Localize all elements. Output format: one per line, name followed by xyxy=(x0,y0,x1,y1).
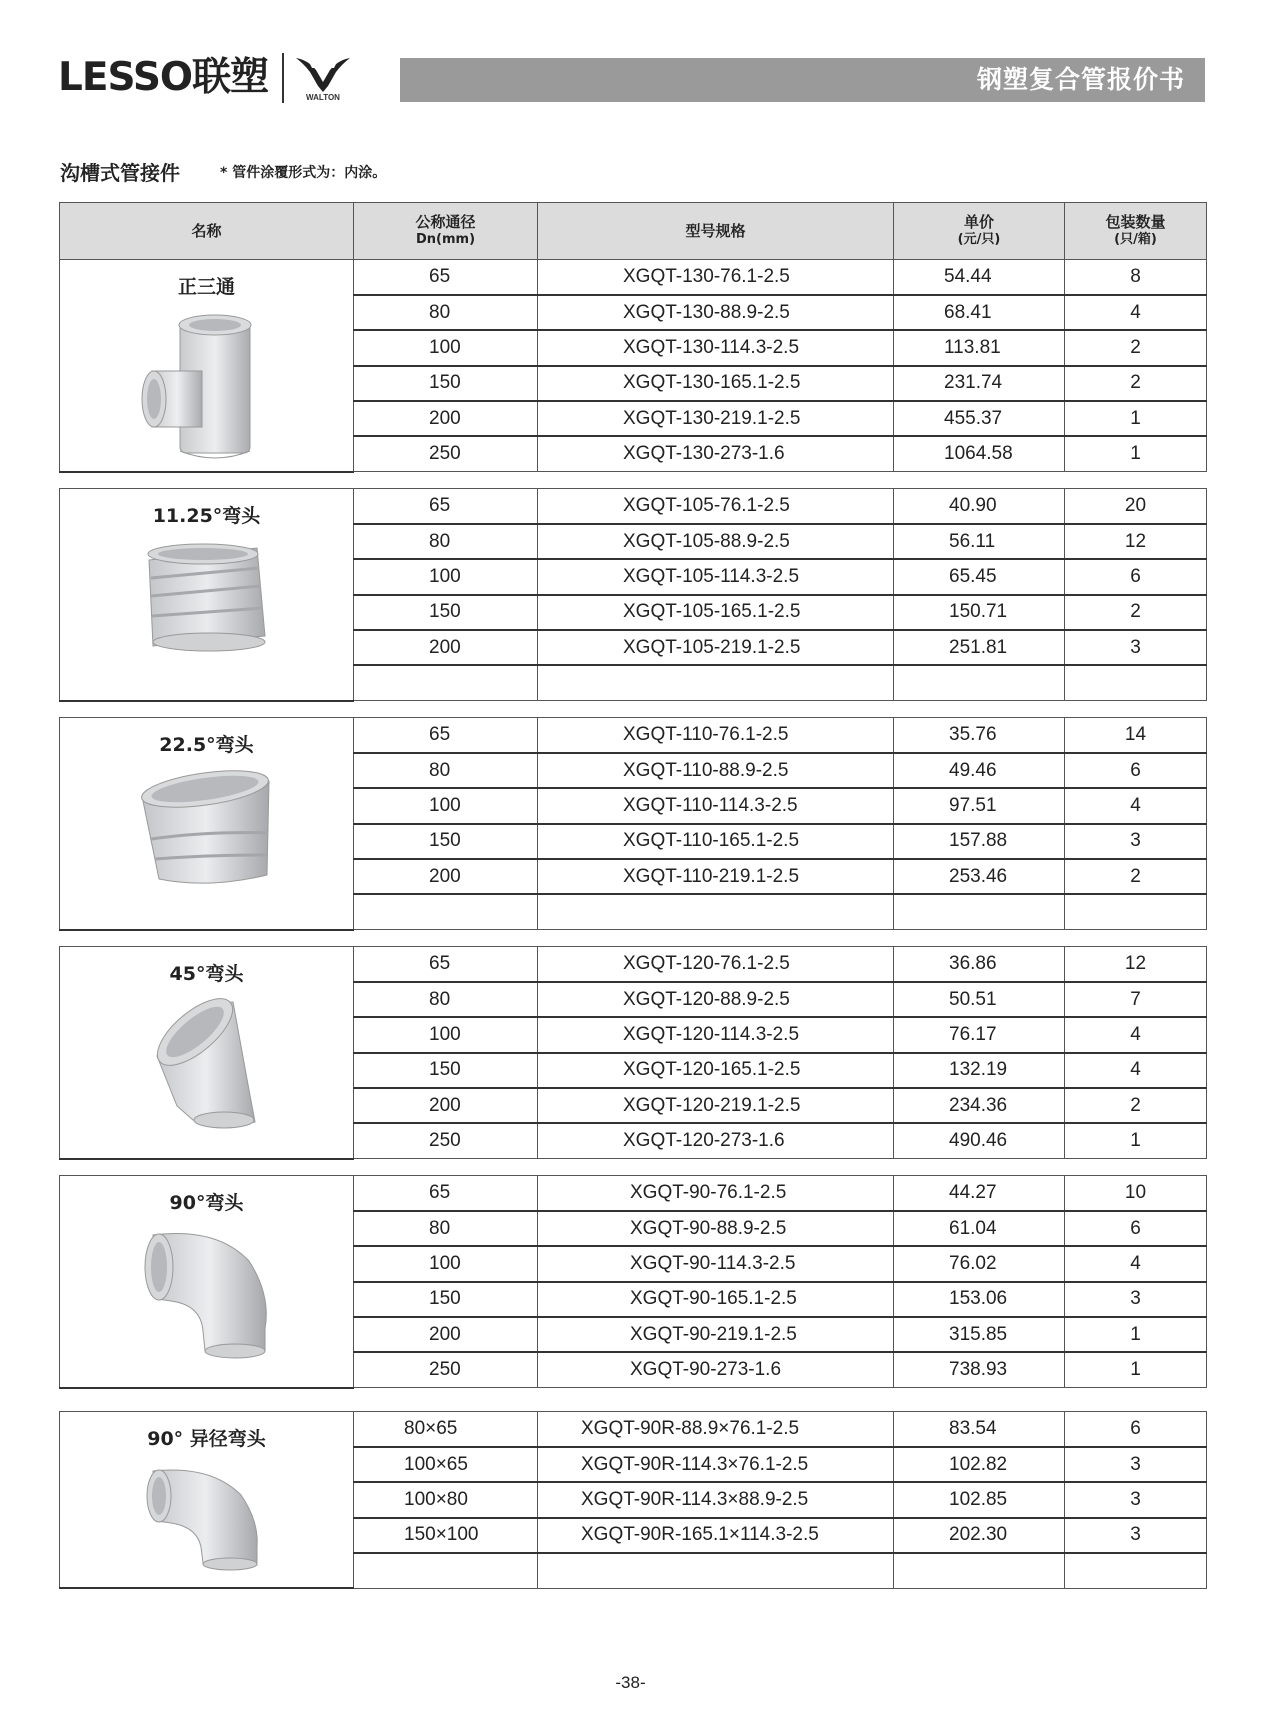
price-cell: 490.46 xyxy=(894,1123,1065,1158)
dn-cell: 250 xyxy=(354,1123,538,1158)
price-cell: 68.41 xyxy=(894,295,1065,330)
dn-cell: 80 xyxy=(354,524,538,559)
table-row xyxy=(60,1176,1207,1211)
model-cell: XGQT-130-114.3-2.5 xyxy=(538,330,894,365)
model-cell: XGQT-105-114.3-2.5 xyxy=(538,559,894,594)
dn-cell: 100 xyxy=(354,330,538,365)
price-cell: 202.30 xyxy=(894,1518,1065,1553)
qty-cell: 10 xyxy=(1065,1176,1207,1211)
price-cell: 76.17 xyxy=(894,1017,1065,1052)
logo-divider xyxy=(282,53,284,103)
product-cell xyxy=(60,947,354,1159)
qty-cell: 3 xyxy=(1065,1518,1207,1553)
model-cell: XGQT-105-165.1-2.5 xyxy=(538,595,894,630)
price-cell: 253.46 xyxy=(894,859,1065,894)
qty-cell: 3 xyxy=(1065,630,1207,665)
qty-cell xyxy=(1065,1553,1207,1588)
model-cell: XGQT-105-76.1-2.5 xyxy=(538,489,894,524)
model-cell: XGQT-90R-114.3×76.1-2.5 xyxy=(538,1447,894,1482)
price-cell: 76.02 xyxy=(894,1246,1065,1281)
qty-cell: 3 xyxy=(1065,824,1207,859)
dn-cell: 200 xyxy=(354,1317,538,1352)
price-cell: 455.37 xyxy=(894,401,1065,436)
table-header-row xyxy=(60,203,1207,260)
model-cell: XGQT-120-88.9-2.5 xyxy=(538,982,894,1017)
qty-cell: 2 xyxy=(1065,330,1207,365)
price-cell: 231.74 xyxy=(894,366,1065,401)
dn-cell: 100×65 xyxy=(354,1447,538,1482)
price-cell: 1064.58 xyxy=(894,436,1065,471)
product-cell xyxy=(60,260,354,472)
model-cell: XGQT-105-219.1-2.5 xyxy=(538,630,894,665)
page-number: -38- xyxy=(615,1673,646,1692)
model-cell: XGQT-130-88.9-2.5 xyxy=(538,295,894,330)
price-cell: 61.04 xyxy=(894,1211,1065,1246)
qty-cell: 12 xyxy=(1065,947,1207,982)
qty-cell: 1 xyxy=(1065,436,1207,471)
dn-cell: 100 xyxy=(354,788,538,823)
qty-cell: 2 xyxy=(1065,595,1207,630)
dn-cell: 150 xyxy=(354,1282,538,1317)
model-cell: XGQT-110-76.1-2.5 xyxy=(538,718,894,753)
qty-cell: 6 xyxy=(1065,753,1207,788)
dn-cell: 150 xyxy=(354,1053,538,1088)
dn-cell: 200 xyxy=(354,859,538,894)
model-cell: XGQT-110-88.9-2.5 xyxy=(538,753,894,788)
price-cell: 132.19 xyxy=(894,1053,1065,1088)
dn-cell: 65 xyxy=(354,1176,538,1211)
elbow-22-5-image xyxy=(137,767,277,892)
dn-cell: 65 xyxy=(354,260,538,295)
model-cell: XGQT-90-76.1-2.5 xyxy=(538,1176,894,1211)
dn-cell: 65 xyxy=(354,489,538,524)
col-header-price: 单价 (元/只) xyxy=(894,203,1065,260)
price-cell: 40.90 xyxy=(894,489,1065,524)
product-name: 22.5°弯头 xyxy=(159,734,254,756)
dn-cell xyxy=(354,1553,538,1588)
qty-cell xyxy=(1065,894,1207,929)
price-cell: 49.46 xyxy=(894,753,1065,788)
price-cell: 56.11 xyxy=(894,524,1065,559)
col-header-qty: 包装数量 (只/箱) xyxy=(1065,203,1207,260)
dn-cell: 80×65 xyxy=(354,1412,538,1447)
price-cell: 54.44 xyxy=(894,260,1065,295)
qty-cell: 7 xyxy=(1065,982,1207,1017)
product-cell xyxy=(60,718,354,930)
lesso-logo: LESSO联塑 xyxy=(58,55,269,100)
table-row xyxy=(60,947,1207,982)
walton-logo xyxy=(290,54,356,104)
product-name: 11.25°弯头 xyxy=(152,505,261,527)
model-cell xyxy=(538,1553,894,1588)
model-cell: XGQT-90R-88.9×76.1-2.5 xyxy=(538,1412,894,1447)
table-row xyxy=(60,260,1207,295)
model-cell: XGQT-90-165.1-2.5 xyxy=(538,1282,894,1317)
document-title: 钢塑复合管报价书 xyxy=(976,65,1185,94)
price-cell: 234.36 xyxy=(894,1088,1065,1123)
dn-cell: 200 xyxy=(354,630,538,665)
dn-cell: 100 xyxy=(354,1246,538,1281)
qty-cell: 12 xyxy=(1065,524,1207,559)
price-cell: 738.93 xyxy=(894,1352,1065,1387)
dn-cell: 80 xyxy=(354,295,538,330)
col-header-name: 名称 xyxy=(60,203,354,260)
model-cell: XGQT-120-273-1.6 xyxy=(538,1123,894,1158)
model-cell: XGQT-130-273-1.6 xyxy=(538,436,894,471)
model-cell: XGQT-105-88.9-2.5 xyxy=(538,524,894,559)
model-cell: XGQT-110-165.1-2.5 xyxy=(538,824,894,859)
qty-cell: 2 xyxy=(1065,1088,1207,1123)
model-cell xyxy=(538,665,894,700)
qty-cell: 3 xyxy=(1065,1447,1207,1482)
price-table-tee xyxy=(59,202,1207,473)
col-header-model: 型号规格 xyxy=(538,203,894,260)
dn-cell: 100 xyxy=(354,559,538,594)
qty-cell: 1 xyxy=(1065,1352,1207,1387)
price-cell: 44.27 xyxy=(894,1176,1065,1211)
qty-cell: 2 xyxy=(1065,859,1207,894)
dn-cell: 150 xyxy=(354,824,538,859)
dn-cell xyxy=(354,665,538,700)
price-cell: 102.85 xyxy=(894,1482,1065,1517)
price-table-elbow-22-5 xyxy=(59,717,1207,931)
model-cell: XGQT-90-88.9-2.5 xyxy=(538,1211,894,1246)
model-cell: XGQT-90R-114.3×88.9-2.5 xyxy=(538,1482,894,1517)
dn-cell: 250 xyxy=(354,436,538,471)
product-cell xyxy=(60,489,354,701)
walton-emblem-icon xyxy=(290,54,356,94)
model-cell: XGQT-110-114.3-2.5 xyxy=(538,788,894,823)
model-cell: XGQT-120-219.1-2.5 xyxy=(538,1088,894,1123)
qty-cell: 4 xyxy=(1065,1246,1207,1281)
model-cell: XGQT-130-165.1-2.5 xyxy=(538,366,894,401)
price-cell: 83.54 xyxy=(894,1412,1065,1447)
price-cell: 315.85 xyxy=(894,1317,1065,1352)
price-table-elbow-90 xyxy=(59,1175,1207,1389)
price-cell xyxy=(894,665,1065,700)
model-cell: XGQT-130-219.1-2.5 xyxy=(538,401,894,436)
dn-cell: 80 xyxy=(354,753,538,788)
price-cell: 102.82 xyxy=(894,1447,1065,1482)
price-table-elbow-11-25 xyxy=(59,488,1207,702)
elbow-11-25-image xyxy=(137,538,277,658)
price-cell: 36.86 xyxy=(894,947,1065,982)
product-name: 90° 异径弯头 xyxy=(147,1428,266,1450)
model-cell: XGQT-90-114.3-2.5 xyxy=(538,1246,894,1281)
qty-cell: 3 xyxy=(1065,1482,1207,1517)
qty-cell: 4 xyxy=(1065,295,1207,330)
col-header-dn: 公称通径 Dn(mm) xyxy=(354,203,538,260)
walton-text: WALTON xyxy=(306,93,340,102)
price-cell: 35.76 xyxy=(894,718,1065,753)
price-table-elbow-45 xyxy=(59,946,1207,1160)
model-cell: XGQT-110-219.1-2.5 xyxy=(538,859,894,894)
dn-cell: 80 xyxy=(354,982,538,1017)
qty-cell: 6 xyxy=(1065,559,1207,594)
qty-cell: 14 xyxy=(1065,718,1207,753)
qty-cell: 6 xyxy=(1065,1211,1207,1246)
price-cell: 153.06 xyxy=(894,1282,1065,1317)
reducing-elbow-90-image xyxy=(137,1461,277,1571)
section-title: 沟槽式管接件 xyxy=(60,161,180,185)
dn-cell: 65 xyxy=(354,947,538,982)
model-cell: XGQT-120-114.3-2.5 xyxy=(538,1017,894,1052)
qty-cell: 6 xyxy=(1065,1412,1207,1447)
qty-cell: 4 xyxy=(1065,788,1207,823)
tee-fitting-image xyxy=(132,309,282,469)
price-cell: 113.81 xyxy=(894,330,1065,365)
qty-cell: 1 xyxy=(1065,1123,1207,1158)
table-row xyxy=(60,718,1207,753)
dn-cell: 150 xyxy=(354,595,538,630)
dn-cell: 150 xyxy=(354,366,538,401)
dn-cell: 100×80 xyxy=(354,1482,538,1517)
price-cell xyxy=(894,1553,1065,1588)
qty-cell: 8 xyxy=(1065,260,1207,295)
qty-cell: 1 xyxy=(1065,1317,1207,1352)
dn-cell: 150×100 xyxy=(354,1518,538,1553)
price-cell: 157.88 xyxy=(894,824,1065,859)
dn-cell: 65 xyxy=(354,718,538,753)
model-cell: XGQT-120-76.1-2.5 xyxy=(538,947,894,982)
dn-cell xyxy=(354,894,538,929)
model-cell: XGQT-120-165.1-2.5 xyxy=(538,1053,894,1088)
dn-cell: 100 xyxy=(354,1017,538,1052)
dn-cell: 200 xyxy=(354,401,538,436)
section-note: * 管件涂覆形式为：内涂。 xyxy=(220,165,387,181)
model-cell: XGQT-90-273-1.6 xyxy=(538,1352,894,1387)
model-cell: XGQT-90-219.1-2.5 xyxy=(538,1317,894,1352)
qty-cell: 3 xyxy=(1065,1282,1207,1317)
qty-cell: 2 xyxy=(1065,366,1207,401)
qty-cell: 1 xyxy=(1065,401,1207,436)
table-row xyxy=(60,1412,1207,1447)
price-cell: 150.71 xyxy=(894,595,1065,630)
qty-cell: 4 xyxy=(1065,1017,1207,1052)
model-cell xyxy=(538,894,894,929)
product-cell xyxy=(60,1176,354,1388)
dn-cell: 200 xyxy=(354,1088,538,1123)
price-cell: 251.81 xyxy=(894,630,1065,665)
model-cell: XGQT-130-76.1-2.5 xyxy=(538,260,894,295)
dn-cell: 250 xyxy=(354,1352,538,1387)
dn-cell: 80 xyxy=(354,1211,538,1246)
product-name: 90°弯头 xyxy=(169,1192,244,1214)
price-cell xyxy=(894,894,1065,929)
qty-cell: 20 xyxy=(1065,489,1207,524)
qty-cell xyxy=(1065,665,1207,700)
qty-cell: 4 xyxy=(1065,1053,1207,1088)
elbow-45-image xyxy=(137,996,277,1131)
table-row xyxy=(60,489,1207,524)
price-cell: 50.51 xyxy=(894,982,1065,1017)
product-name: 45°弯头 xyxy=(169,963,244,985)
elbow-90-image xyxy=(137,1225,277,1360)
product-cell xyxy=(60,1412,354,1589)
price-cell: 65.45 xyxy=(894,559,1065,594)
model-cell: XGQT-90R-165.1×114.3-2.5 xyxy=(538,1518,894,1553)
product-name: 正三通 xyxy=(177,276,235,298)
price-table-reducing-elbow-90 xyxy=(59,1411,1207,1589)
header-bar xyxy=(400,58,1205,102)
price-cell: 97.51 xyxy=(894,788,1065,823)
